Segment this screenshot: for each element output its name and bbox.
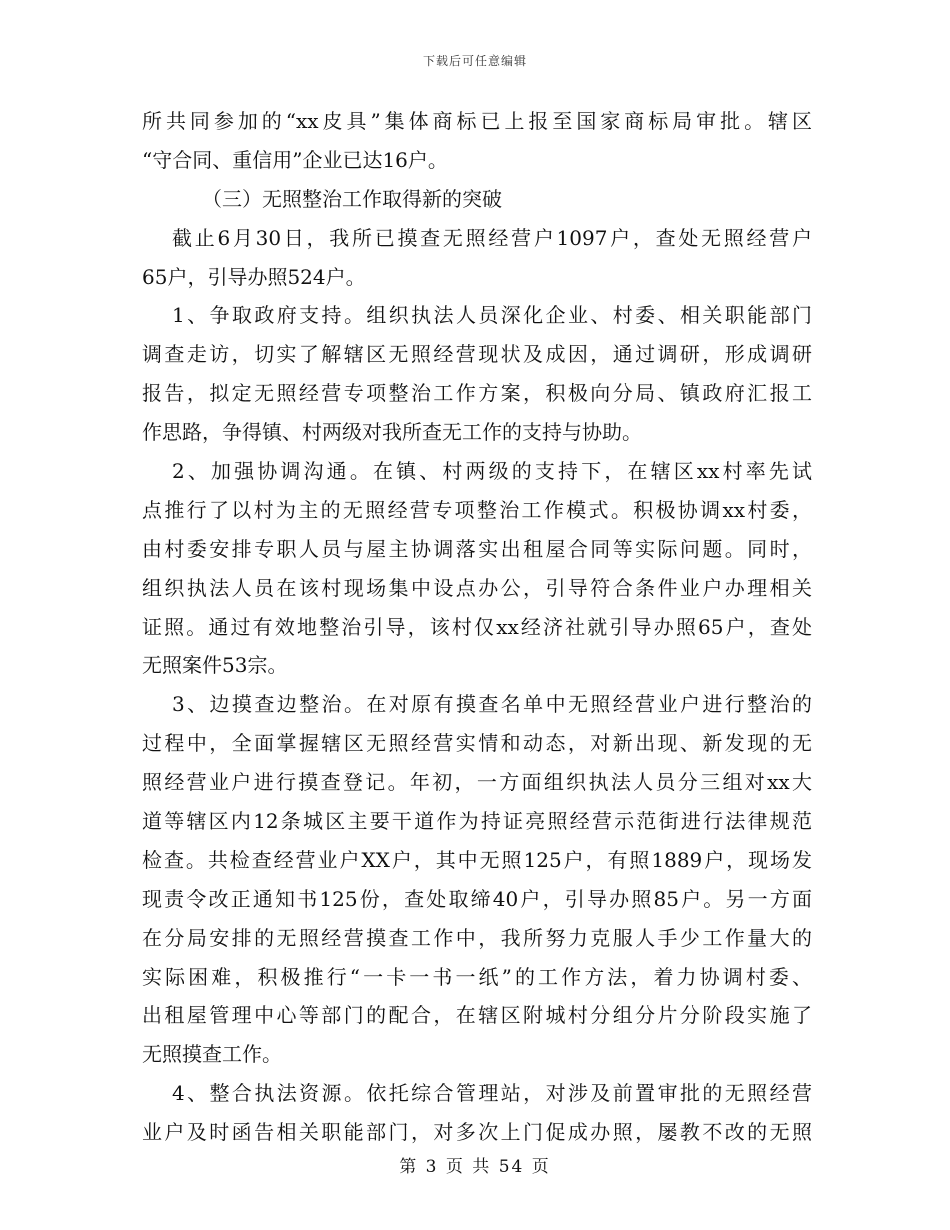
body-line: 过程中，全面掌握辖区无照经营实情和动态，对新出现、新发现的无 (142, 731, 812, 756)
body-line: 实际困难，积极推行“一卡一书一纸”的工作方法，着力协调村委、 (142, 964, 812, 989)
body-line: 无照摸查工作。 (142, 1042, 282, 1067)
body-line: 3、边摸查边整治。在对原有摸查名单中无照经营业户进行整治的 (172, 692, 812, 717)
body-line: 1、争取政府支持。组织执法人员深化企业、村委、相关职能部门 (172, 303, 812, 328)
body-line: 照经营业户进行摸查登记。年初，一方面组织执法人员分三组对xx大 (142, 770, 812, 795)
page-header: 下载后可任意编辑 (422, 54, 527, 68)
body-line: 证照。通过有效地整治引导，该村仅xx经济社就引导办照65户，查处 (142, 614, 812, 639)
body-line: 调查走访，切实了解辖区无照经营现状及成因，通过调研，形成调研 (142, 342, 812, 367)
body-line: 由村委安排专职人员与屋主协调落实出租屋合同等实际问题。同时， (142, 536, 812, 561)
document-body (142, 102, 812, 1152)
body-line: “守合同、重信用”企业已达16户。 (142, 147, 448, 172)
body-line: 无照案件53宗。 (142, 653, 288, 678)
page-footer: 第 3 页 共 54 页 (399, 1157, 551, 1177)
body-line: 道等辖区内12条城区主要干道作为持证亮照经营示范街进行法律规范 (142, 809, 812, 834)
body-line: 检查。共检查经营业户XX户，其中无照125户，有照1889户，现场发 (142, 847, 812, 872)
body-line: 65户，引导办照524户。 (142, 264, 366, 289)
body-line: 在分局安排的无照经营摸查工作中，我所努力克服人手少工作量大的 (142, 925, 812, 950)
body-line: 组织执法人员在该村现场集中设点办公，引导符合条件业户办理相关 (142, 575, 812, 600)
body-line: 出租屋管理中心等部门的配合，在辖区附城村分组分片分阶段实施了 (142, 1003, 812, 1028)
body-line: 截止6月30日，我所已摸查无照经营户1097户，查处无照经营户 (172, 225, 812, 250)
body-line: 报告，拟定无照经营专项整治工作方案，积极向分局、镇政府汇报工 (142, 381, 812, 406)
section-heading: （三）无照整治工作取得新的突破 (202, 186, 502, 211)
body-line: 4、整合执法资源。依托综合管理站，对涉及前置审批的无照经营 (172, 1081, 812, 1106)
body-line: 所共同参加的“xx皮具”集体商标已上报至国家商标局审批。辖区 (142, 109, 812, 133)
body-line: 2、加强协调沟通。在镇、村两级的支持下，在辖区xx村率先试 (172, 459, 812, 484)
body-line: 作思路，争得镇、村两级对我所查无工作的支持与协助。 (142, 420, 642, 445)
body-line: 业户及时函告相关职能部门，对多次上门促成办照，屡教不改的无照 (142, 1120, 812, 1145)
body-line: 点推行了以村为主的无照经营专项整治工作模式。积极协调xx村委， (142, 497, 812, 522)
body-line: 现责令改正通知书125份，查处取缔40户，引导办照85户。另一方面 (142, 886, 812, 911)
